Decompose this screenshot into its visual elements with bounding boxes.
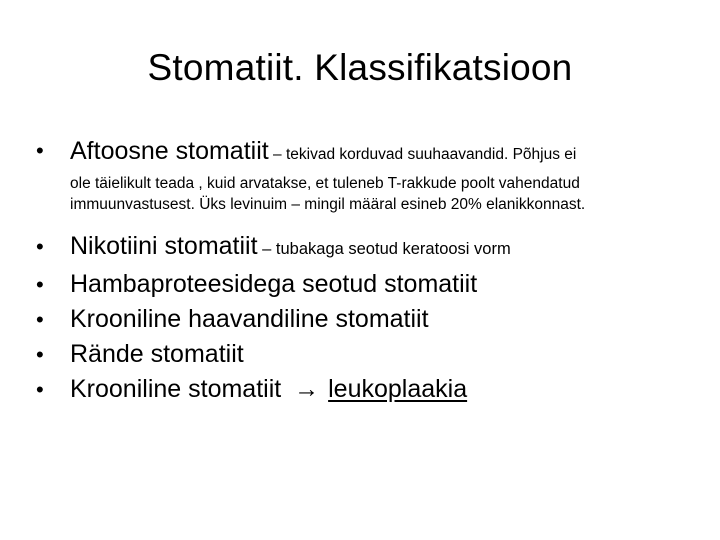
bullet-dot: • — [36, 234, 44, 259]
bullet-dot: • — [36, 342, 44, 367]
bullet-term: Nikotiini stomatiit — [70, 232, 258, 260]
bullet-krooniline-haavandiline — [36, 302, 686, 337]
bullet-term: Krooniline haavandiline stomatiit — [70, 305, 429, 333]
bullet-term: Hambaproteesidega seotud stomatiit — [70, 270, 478, 298]
bullet-hambaproteesid — [36, 267, 686, 302]
bullet-nikotiini — [36, 229, 686, 267]
bullet-term: Rände stomatiit — [70, 340, 244, 368]
slide-title: Stomatiit. Klassifikatsioon — [147, 47, 573, 88]
bullet-aftoosne — [36, 133, 686, 215]
bullet-dot: • — [36, 307, 44, 332]
bullet-krooniline — [36, 372, 686, 407]
bullet-dot: • — [36, 138, 44, 163]
bullet-dot: • — [36, 377, 44, 402]
bullet-short-desc: – tubakaga seotud keratoosi vorm — [257, 240, 511, 258]
bullet-dot: • — [36, 272, 44, 297]
bullet-list — [36, 133, 686, 407]
arrow-right-icon: → — [294, 375, 320, 403]
bullet-term: Krooniline stomatiit — [70, 375, 289, 403]
leukoplaakia-link[interactable]: leukoplaakia — [328, 375, 468, 403]
bullet-short-desc: – tekivad korduvad suuhaavandid. Põhjus ei — [268, 146, 577, 163]
bullet-term: Aftoosne stomatiit — [70, 137, 269, 165]
bullet-rande — [36, 337, 686, 372]
spacer — [36, 215, 686, 229]
bullet-long-desc: ole täielikult teada , kuid arvatakse, et tuleneb T-rakkude poolt vahendatud immuunvastusest. Üks levinuim – mingil määral esineb 20% elanikkonnast. — [70, 175, 586, 213]
